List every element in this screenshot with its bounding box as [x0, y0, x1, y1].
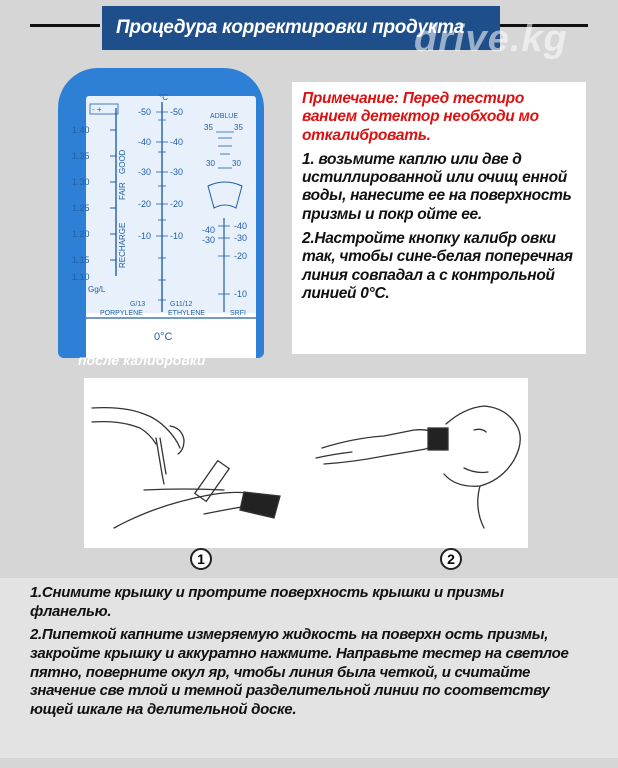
adblue-label: ADBLUE [210, 113, 239, 120]
brix-1-40: 1.40 [72, 125, 90, 135]
right-10: -10 [234, 289, 248, 299]
mid-right-10: -10 [170, 231, 184, 241]
brix-1-25: 1.25 [72, 203, 90, 213]
header-rule-left [30, 24, 100, 27]
brix-1-20: 1.20 [72, 229, 90, 239]
right-30: -30 [234, 233, 248, 243]
label-srfi: SRFI [230, 310, 246, 317]
mid-left-50: -50 [138, 107, 152, 117]
adblue-30-right: 30 [232, 159, 241, 168]
adblue-35-right: 35 [234, 123, 243, 132]
calibration-caption: после калибровки [78, 352, 206, 368]
mid-left-40: -40 [138, 137, 152, 147]
note-step-1: 1. возьмите каплю или две д истиллированной или очищ енной воды, нанесите ее на поверхность призмы и покр ойте ее. [302, 150, 572, 223]
brix-1-15: 1.15 [72, 255, 90, 265]
mid-right-30: -30 [170, 167, 184, 177]
note-title: Примечание: Перед тестиро ванием детектор необходи мо откалибровать. [302, 90, 539, 144]
mid-left-30: -30 [138, 167, 152, 177]
label-ethylene: ETHYLENE [168, 310, 205, 317]
hands-drawing [84, 378, 528, 548]
refractometer-scale [58, 68, 264, 358]
brix-1-10: 1.10 [72, 272, 90, 282]
right-20: -20 [234, 251, 248, 261]
instructions-block [0, 578, 618, 758]
instruction-step-1: 1.Снимите крышку и протрите поверхность крышки и призмы фланелью. [30, 584, 504, 620]
mid-left-20: -20 [138, 199, 152, 209]
units-label: Gg/L [88, 285, 106, 294]
right-left-40: -40 [202, 225, 216, 235]
note-step-2: 2.Настройте кнопку калибр овки так, чтобы сине-белая поперечная линия совпадал а с контрольной линией 0°С. [302, 229, 573, 302]
instruction-step-2: 2.Пипеткой капните измеряемую жидкость на поверхн ость призмы, закройте крышку и аккуратно нажмите. Направьте тестер на светлое пятно, поверните окул яр, чтобы линия была четкой, и считайте значение све тлой и темной разделительной линии по соответству ющей шкале на делительной доске. [30, 625, 569, 719]
label-g13: G/13 [130, 301, 146, 308]
right-left-30: -30 [202, 235, 216, 245]
scale-drawing [58, 68, 264, 358]
watermark: drive.kg [414, 18, 568, 60]
label-g1112: G11/12 [170, 301, 193, 308]
step-badge-1: 1 [190, 548, 212, 570]
adblue-30-left: 30 [206, 159, 215, 168]
mid-right-40: -40 [170, 137, 184, 147]
right-40: -40 [234, 221, 248, 231]
polarity-label: - + [92, 105, 102, 114]
grade-good: GOOD [118, 149, 127, 174]
brix-1-35: 1.35 [72, 151, 90, 161]
zero-label: 0°C [154, 331, 173, 343]
step-badge-2: 2 [440, 548, 462, 570]
brix-1-30: 1.30 [72, 177, 90, 187]
adblue-35-left: 35 [204, 123, 213, 132]
mid-right-50: -50 [170, 107, 184, 117]
page-title: Процедура корректировки продукта [102, 6, 500, 50]
mid-left-10: -10 [138, 231, 152, 241]
grade-fair: FAIR [118, 182, 127, 200]
note-box [292, 82, 586, 354]
label-porpylene: PORPYLENE [100, 310, 143, 317]
mid-right-20: -20 [170, 199, 184, 209]
grade-recharge: RECHARGE [118, 222, 127, 268]
celsius-mark: °C [159, 93, 168, 102]
usage-illustration [84, 378, 528, 548]
